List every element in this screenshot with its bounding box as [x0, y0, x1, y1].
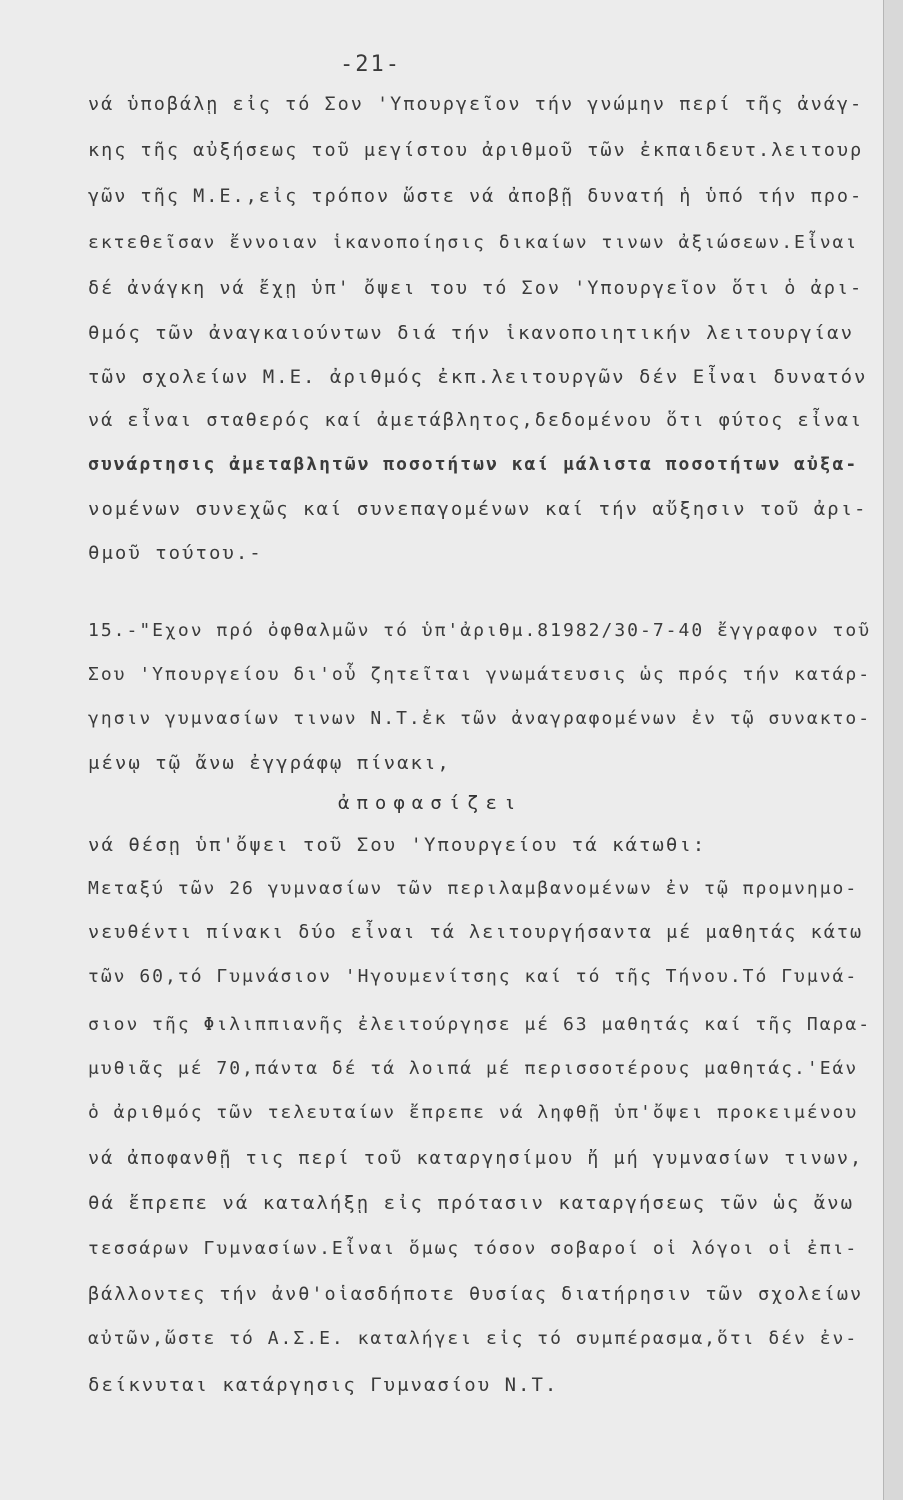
- page-number: -21-: [340, 52, 401, 77]
- text-line: 15.-"Εχον πρό ὀφθαλμῶν τό ὑπ'ἀριθμ.81982/30-7-40 ἔγγραφον τοῦ: [88, 620, 872, 641]
- text-line: τῶν 60,τό Γυμνάσιον 'Ηγουμενίτσης καί τό τῆς Τήνου.Τό Γυμνά-: [88, 966, 859, 987]
- decision-heading: ἀποφασίζει: [338, 792, 523, 814]
- text-line: εκτεθεῖσαν ἔννοιαν ἱκανοποίησις δικαίων τινων ἀξιώσεων.Εἶναι: [88, 232, 859, 253]
- text-line: νά ἀποφανθῇ τις περί τοῦ καταργησίμου ἤ μή γυμνασίων τινων,: [88, 1148, 864, 1169]
- text-line: θμοῦ τούτου.-: [88, 542, 263, 564]
- page-edge-strip: [883, 0, 903, 1500]
- text-line: δείκνυται κατάργησις Γυμνασίου Ν.Τ.: [88, 1374, 559, 1396]
- text-line: μένῳ τῷ ἄνω ἐγγράφῳ πίνακι,: [88, 752, 451, 774]
- text-line: νά θέσῃ ὑπ'ὄψει τοῦ Σου 'Υπουργείου τά κάτωθι:: [88, 834, 707, 856]
- text-line: νευθέντι πίνακι δύο εἶναι τά λειτουργήσαντα μέ μαθητάς κάτω: [88, 922, 864, 943]
- text-line: γησιν γυμνασίων τινων Ν.Τ.ἐκ τῶν ἀναγραφομένων ἐν τῷ συνακτο-: [88, 708, 872, 729]
- text-line: αὐτῶν,ὥστε τό Α.Σ.Ε. καταλήγει εἰς τό συμπέρασμα,ὅτι δέν ἐν-: [88, 1328, 859, 1349]
- text-line: ὁ ἀριθμός τῶν τελευταίων ἔπρεπε νά ληφθῇ ὑπ'ὄψει προκειμένου: [88, 1102, 859, 1123]
- text-line: Σου 'Υπουργείου δι'οὗ ζητεῖται γνωμάτευσις ὡς πρός τήν κατάρ-: [88, 664, 872, 685]
- text-line: κης τῆς αὐξήσεως τοῦ μεγίστου ἀριθμοῦ τῶν ἐκπαιδευτ.λειτουρ: [88, 140, 864, 161]
- text-line: μυθιᾶς μέ 70,πάντα δέ τά λοιπά μέ περισσοτέρους μαθητάς.'Εάν: [88, 1058, 859, 1079]
- text-line: θμός τῶν ἀναγκαιούντων διά τήν ἱκανοποιητικήν λειτουργίαν: [88, 322, 855, 344]
- text-line: νομένων συνεχῶς καί συνεπαγομένων καί τήν αὔξησιν τοῦ ἀρι-: [88, 498, 868, 520]
- text-line: τεσσάρων Γυμνασίων.Εἶναι ὅμως τόσον σοβαροί οἱ λόγοι οἱ ἐπι-: [88, 1238, 859, 1259]
- text-line: βάλλοντες τήν ἀνθ'οἱασδήποτε θυσίας διατήρησιν τῶν σχολείων: [88, 1284, 864, 1305]
- text-line: νά εἶναι σταθερός καί ἀμετάβλητος,δεδομένου ὅτι φύτος εἶναι: [88, 410, 864, 431]
- text-line: δέ ἀνάγκη νά ἔχῃ ὑπ' ὄψει του τό Σον 'Υπουργεῖον ὅτι ὁ ἀρι-: [88, 278, 864, 299]
- text-line: τῶν σχολείων Μ.Ε. ἀριθμός ἐκπ.λειτουργῶν δέν Εἶναι δυνατόν: [88, 366, 868, 388]
- text-line: νά ὑποβάλῃ εἰς τό Σον 'Υπουργεῖον τήν γνώμην περί τῆς ἀνάγ-: [88, 94, 864, 115]
- text-line: σιον τῆς Φιλιππιανῆς ἐλειτούργησε μέ 63 μαθητάς καί τῆς Παρα-: [88, 1014, 872, 1035]
- text-line: γῶν τῆς Μ.Ε.,εἰς τρόπον ὥστε νά ἀποβῇ δυνατή ἡ ὑπό τήν προ-: [88, 186, 864, 207]
- text-line: συνάρτησις ἀμεταβλητῶν ποσοτήτων καί μάλιστα ποσοτήτων αὐξα-: [88, 454, 859, 475]
- text-line: Μεταξύ τῶν 26 γυμνασίων τῶν περιλαμβανομένων ἐν τῷ προμνημο-: [88, 878, 859, 899]
- text-line: θά ἔπρεπε νά καταλήξῃ εἰς πρότασιν καταργήσεως τῶν ὡς ἄνω: [88, 1192, 855, 1214]
